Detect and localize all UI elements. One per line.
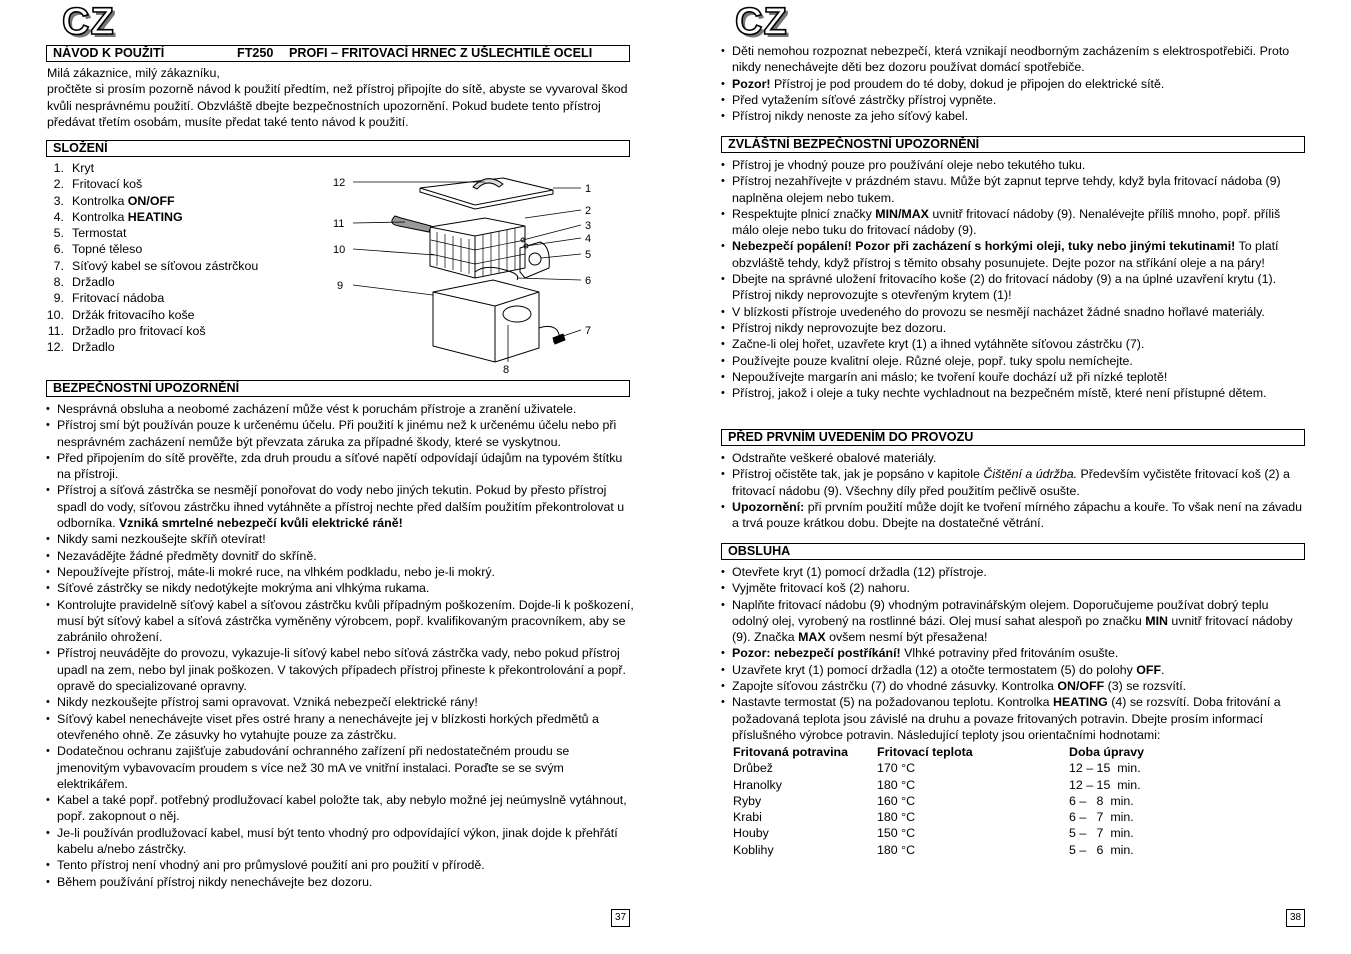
text-run: Pozor! [732, 76, 771, 91]
special-item [718, 173, 1308, 206]
special-item [718, 385, 1308, 401]
diagram-label-6: 6 [585, 275, 592, 287]
part-item [44, 160, 258, 176]
diagram-label-7: 7 [585, 325, 592, 337]
text-run: Síťové zástrčky se nikdy nedotýkejte mokrýma ani vlhkýma rukama. [57, 581, 430, 596]
table-cell: 150 °C [877, 826, 916, 841]
part-label: Termostat [72, 226, 127, 241]
table-cell: Drůbež [733, 761, 773, 776]
text-run: (4) se rozsvítí. Doba fritování a požadovaná teplota jsou závislé na druhu a povaze fritovaných potravin. Dbejte prosím informací příslušného výrobce potravin. Následující teploty jsou orientačními hodnotami: [732, 695, 1281, 742]
special-item [718, 304, 1308, 320]
table-cell: 6 – 7 min. [1069, 810, 1134, 825]
table-cell: 180 °C [877, 777, 916, 792]
text-run: Přístroj očistěte tak, jak je popsáno v kapitole [732, 467, 984, 482]
basket-mesh [437, 228, 515, 276]
special-item [718, 320, 1308, 336]
fryer-diagram [325, 160, 610, 378]
table-row [733, 760, 1179, 776]
lid-handle [473, 179, 503, 189]
operation-item [718, 580, 1308, 596]
part-item [44, 258, 258, 274]
special-item [718, 336, 1308, 352]
text-run: Nikdy sami nezkoušejte skříň otevírat! [57, 532, 266, 547]
text-run: Vzniká smrtelné nebezpečí kvůli elektrické ráně! [119, 516, 403, 531]
part-number: 3. [53, 193, 64, 208]
diagram-label-1: 1 [585, 183, 592, 195]
part-item [44, 290, 258, 306]
part-item [44, 307, 258, 323]
text-run: Nesprávná obsluha a neobomé zacházení může vést k poruchám přístroje a zranění uživatele. [57, 402, 577, 416]
warning-item [718, 76, 1308, 92]
tank-handle [503, 306, 531, 322]
text-run: Otevřete kryt (1) pomocí držadla (12) přístroje. [732, 565, 987, 579]
text-run: Je-li používán prodlužovací kabel, musí být tento vhodný pro odpovídající výkon, jinak dojde k přehřátí kabelu a/nebo zástrčky. [57, 825, 618, 857]
part-label: Topné těleso [72, 242, 143, 257]
part-item [44, 176, 258, 192]
safety-item [43, 645, 635, 694]
frying-table [733, 744, 1179, 858]
text-run: Používejte pouze kvalitní oleje. Různé oleje, popř. tuky spolu nemíchejte. [732, 353, 1133, 368]
text-run: Vyjměte fritovací koš (2) nahoru. [732, 581, 910, 596]
diagram-label-8: 8 [503, 364, 510, 376]
text-run: Zapojte síťovou zástrčku (7) do vhodné zásuvky. Kontrolka [732, 679, 1058, 694]
safety-item [43, 694, 635, 710]
text-run: MAX [798, 630, 826, 645]
greeting: Milá zákaznice, milý zákazníku, [47, 66, 220, 80]
table-row [733, 809, 1179, 825]
table-cell: 170 °C [877, 761, 916, 776]
safety-item [43, 450, 635, 483]
part-number: 8. [53, 275, 64, 290]
table-row [733, 825, 1179, 841]
part-item [44, 225, 258, 241]
safety-item [43, 417, 635, 450]
language-badge: CZ [62, 1, 115, 43]
table-cell: 180 °C [877, 842, 916, 857]
text-run: Dbejte na správné uložení fritovacího koše (2) do fritovací nádoby (9) a na úplné uzavření krytu (1). Přístroj nikdy neprovozujte s otevřeným krytem (1)! [732, 272, 1277, 303]
text-run: Především vyčistěte fritovací koš (2) a fritovací nádobu (9). Všechny díly před použitím pečlivě osušte. [732, 467, 1290, 498]
safety-item [43, 531, 635, 547]
part-number: 11. [47, 323, 64, 338]
text-run: (3) se rozsvítí. [1104, 679, 1187, 694]
safety-list [43, 401, 635, 890]
part-label: Síťový kabel se síťovou zástrčkou [72, 258, 259, 273]
text-run: Děti nemohou rozpoznat nebezpečí, která vznikají neodborným zacházením s elektrospotřebiči. Proto nikdy nenechávejte děti bez dozoru používat domácí spotřebiče. [732, 44, 1290, 75]
table-cell: 5 – 7 min. [1069, 826, 1134, 841]
safety-item [43, 564, 635, 580]
diagram-label-9: 9 [337, 280, 344, 292]
part-label: Kryt [72, 161, 95, 175]
operation-item [718, 694, 1308, 743]
safety-item [43, 857, 635, 873]
intro-paragraph: pročtěte si prosím pozorně návod k použití předtím, než přístroj připojíte do sítě, abyste se vyvaroval škod kvůli nesprávnému použití. Obzvláště dbejte bezpečnostních upozornění. Pokud budete tento přístroj předávat třetím osobám, musíte předat také tento návod k použití. [47, 82, 628, 129]
text-run: MIN/MAX [875, 206, 929, 221]
diagram-label-2: 2 [585, 205, 592, 217]
text-run: Přístroj je vhodný pouze pro používání oleje nebo tekutého tuku. [732, 158, 1086, 172]
diagram-label-5: 5 [585, 249, 592, 261]
text-run: Přístroj smí být používán pouze k určenému účelu. Při použití k jinému než k určenému účelu nebo při nesprávném zacházení nemůže být převzata záruka za případné škody, které se vyskytnou. [57, 418, 617, 449]
text-run: Dodatečnou ochranu zajišťuje zabudování ochranného zařízení při nedostatečném proudu se jmenovitým vybavovacím proudem s více než 30 mA ve vnitřní instalaci. Poraďte se se svým elektrikářem. [57, 744, 570, 791]
part-number: 7. [53, 258, 64, 273]
text-run: Před vytažením síťové zástrčky přístroj vypněte. [732, 92, 997, 107]
text-run: To platí obzvláště tehdy, když přístroj s těmito obsahy posunujete. Dejte pozor na stříkání oleje a na páry! [732, 239, 1279, 270]
safety-item [43, 874, 635, 890]
plug [553, 334, 565, 344]
manual-header [46, 45, 630, 62]
text-run: uvnitř fritovací nádoby (9). Nenalévejte příliš mnoho, popř. příliš málo oleje nebo tuku do fritovací nádoby (9). [732, 206, 1281, 238]
safety-item [43, 401, 635, 417]
tank-edges [433, 292, 539, 362]
part-item [44, 339, 258, 355]
text-run: Síťový kabel nenechávejte viset přes ostré hrany a nenechávejte jej v blízkosti horkých předmětů a otevřeného ohně. Ze zásuvky ho vytahujte pouze za zástrčku. [57, 711, 599, 742]
parts-heading: SLOŽENÍ [46, 140, 630, 157]
table-row [733, 777, 1179, 793]
table-row [733, 842, 1179, 858]
safety-item [43, 597, 635, 646]
text-run: ON/OFF [1057, 679, 1105, 694]
thermostat-knob [529, 253, 541, 265]
operation-list [718, 564, 1308, 743]
special-item [718, 238, 1308, 271]
text-run: Kontrolujte pravidelně síťový kabel a síťovou zástrčku kvůli případným poškozením. Dojde-li k poškození, musí být síťový kabel a síťová zástrčka vyměněny výrobcem, popř. kvalifikovaným pracovníkem, aby se zabránilo ohrožení. [57, 597, 634, 645]
text-run: Kabel a také popř. potřebný prodlužovací kabel položte tak, aby nebylo možné jej neúmyslně vytáhnout, popř. zakopnout o něj. [57, 793, 627, 824]
table-cell: 180 °C [877, 810, 916, 825]
table-cell: 12 – 15 min. [1069, 761, 1141, 776]
safety-item [43, 548, 635, 564]
table-cell: 160 °C [877, 793, 916, 808]
special-item [718, 206, 1308, 239]
part-label: Kontrolka [72, 209, 128, 224]
part-label: Držadlo [72, 340, 115, 355]
parts-list [44, 160, 258, 356]
table-header-row [733, 744, 1179, 760]
page-number-left: 37 [611, 909, 630, 927]
text-run: Respektujte plnicí značky [732, 206, 876, 221]
intro-text [47, 65, 632, 130]
diagram-label-3: 3 [585, 220, 592, 232]
text-run: Nepoužívejte přístroj, máte-li mokré ruce, na vlhkém podkladu, nebo je-li mokrý. [57, 564, 495, 579]
text-run: Naplňte fritovací nádobu (9) vhodným potravinářským olejem. Doporučujeme používat dobrý teplu odolný olej, vyrobený na rostlinné bázi. Olej musí sahat alespoň po značku [732, 597, 1269, 628]
part-number: 10. [46, 307, 64, 322]
special-safety-heading: ZVLÁŠTNÍ BEZPEČNOSTNÍ UPOZORNĚNÍ [721, 136, 1305, 153]
before-item [718, 499, 1308, 532]
text-run: ovšem nesmí být přesažena! [825, 630, 988, 645]
text-run: Během používání přístroj nikdy nenechávejte bez dozoru. [57, 874, 373, 889]
before-item [718, 450, 1308, 466]
text-run: Čištění a údržba. [983, 467, 1078, 482]
text-run: Nepoužívejte margarín ani máslo; ke tvoření kouře dochází už při nízké teplotě! [732, 369, 1168, 384]
part-item [44, 274, 258, 290]
text-run: V blízkosti přístroje uvedeného do provozu se nesmějí nacházet žádné snadno hořlavé materiály. [732, 304, 1265, 319]
special-safety-list [718, 157, 1308, 401]
part-label: Držák fritovacího koše [72, 307, 195, 322]
diagram-label-4: 4 [585, 233, 592, 245]
warning-item [718, 43, 1308, 76]
operation-item [718, 678, 1308, 694]
operation-item [718, 662, 1308, 678]
table-cell: Krabi [733, 810, 762, 825]
basket-outline [430, 218, 525, 278]
header-model: FT250 [237, 46, 274, 60]
page-number-right: 38 [1286, 909, 1305, 927]
part-label: Držadlo pro fritovací koš [72, 323, 206, 338]
safety-item [43, 825, 635, 858]
header-left: NÁVOD K POUŽITÍ [53, 46, 165, 60]
diagram-label-11: 11 [333, 218, 345, 230]
text-run: uvnitř fritovací nádoby (9). Značka [732, 613, 1293, 645]
special-item [718, 271, 1308, 304]
part-label: Držadlo [72, 275, 115, 290]
part-number: 4. [53, 209, 64, 224]
before-first-use-list [718, 450, 1308, 531]
text-run: Přístroj nikdy neprovozujte bez dozoru. [732, 320, 947, 335]
text-run: . [1161, 662, 1165, 677]
warning-item [718, 108, 1308, 124]
table-cell: 6 – 8 min. [1069, 793, 1134, 808]
text-run: při prvním použití může dojít ke tvoření mírného zápachu a kouře. To však není na závadu a trvá pouze krátkou dobu. Dbejte na dostatečné větrání. [732, 499, 1303, 531]
table-header: Fritovací teplota [877, 745, 973, 759]
text-run: OFF [1136, 662, 1162, 677]
basket-handle [392, 216, 431, 232]
operation-heading: OBSLUHA [721, 543, 1305, 560]
table-cell: Koblihy [733, 842, 774, 857]
table-cell: Hranolky [733, 777, 782, 792]
part-label: Fritovací nádoba [72, 291, 165, 306]
top-warnings-list [718, 43, 1308, 124]
safety-heading: BEZPEČNOSTNÍ UPOZORNĚNÍ [46, 380, 630, 397]
part-item [44, 323, 258, 339]
part-item [44, 241, 258, 257]
page-right [675, 0, 1351, 954]
page-left [0, 0, 675, 954]
text-run: Před připojením do sítě prověřte, zda druh proudu a síťové napětí odpovídají údajům na typovém štítku na přístroji. [57, 450, 623, 482]
part-number: 12. [46, 340, 64, 355]
text-run: Nebezpečí popálení! Pozor při zacházení s horkými oleji, tuky nebo jinými tekutinami! [732, 239, 1236, 254]
table-cell: 12 – 15 min. [1069, 777, 1141, 792]
part-number: 9. [53, 291, 64, 306]
safety-item [43, 743, 635, 792]
warning-item [718, 92, 1308, 108]
part-item [44, 209, 258, 225]
safety-item [43, 482, 635, 531]
diagram-label-12: 12 [333, 177, 346, 189]
text-run: Uzavřete kryt (1) pomocí držadla (12) a otočte termostatem (5) do polohy [732, 662, 1137, 677]
before-first-use-heading: PŘED PRVNÍM UVEDENÍM DO PROVOZU [721, 429, 1305, 446]
text-run: Pozor: nebezpečí postříkání! [732, 646, 901, 661]
special-item [718, 157, 1308, 173]
part-label-bold: ON/OFF [127, 193, 175, 208]
header-title: PROFI – FRITOVACÍ HRNEC Z UŠLECHTILÉ OCELI [289, 46, 593, 60]
table-row [733, 793, 1179, 809]
safety-item [43, 711, 635, 744]
text-run: Začne-li olej hořet, uzavřete kryt (1) a ihned vytáhněte síťovou zástrčku (7). [732, 337, 1145, 352]
text-run: Přístroj, jakož i oleje a tuky nechte vychladnout na bezpečném místě, které není přístupné dětem. [732, 386, 1267, 401]
part-number: 2. [53, 177, 64, 192]
before-item [718, 466, 1308, 499]
text-run: MIN [1145, 613, 1168, 628]
text-run: Přístroj a síťová zástrčka se nesmějí ponořovat do vody nebo jiných tekutin. Pokud by přesto přístroj spadl do vody, síťovou zástrčku ihned vytáhněte a přístroj nechte před dalším použitím překontrolovat u odborníka. [57, 483, 625, 531]
text-run: Nezavádějte žádné předměty dovnitř do skříně. [57, 548, 317, 563]
text-run: HEATING [1052, 695, 1108, 710]
lid-edge [420, 188, 553, 209]
special-item [718, 353, 1308, 369]
text-run: Upozornění: [732, 499, 805, 514]
text-run: Vlhké potraviny před fritováním osušte. [900, 646, 1119, 661]
safety-item [43, 580, 635, 596]
table-cell: 5 – 6 min. [1069, 842, 1134, 857]
table-header: Fritovaná potravina [733, 745, 848, 759]
leader-lines [353, 182, 581, 362]
text-run: Přístroj neuvádějte do provozu, vykazuje-li síťový kabel nebo síťová zástrčka vady, nebo pokud přístroj upadl na zem, nebo byl jinak poškozen. V takových případech přístroj přineste k překontrolování a popř. opravě do specializované opravny. [57, 646, 626, 694]
text-run: Přístroj nikdy nenoste za jeho síťový kabel. [732, 109, 969, 124]
text-run: Přístroj je pod proudem do té doby, dokud je připojen do elektrické sítě. [770, 76, 1165, 91]
diagram-label-10: 10 [333, 244, 346, 256]
operation-item [718, 597, 1308, 646]
special-item [718, 369, 1308, 385]
operation-item [718, 564, 1308, 580]
table-cell: Ryby [733, 793, 762, 808]
safety-item [43, 792, 635, 825]
text-run: Přístroj nezahřívejte v prázdném stavu. Může být zapnut teprve tehdy, když byla fritovací nádoba (9) naplněna olejem nebo tukem. [732, 174, 1281, 205]
operation-item [718, 645, 1308, 661]
text-run: Tento přístroj není vhodný ani pro průmyslové použití ani pro použití v přírodě. [57, 858, 485, 873]
language-badge-right: CZ [735, 1, 788, 43]
part-item [44, 193, 258, 209]
text-run: Odstraňte veškeré obalové materiály. [732, 451, 937, 465]
part-number: 1. [53, 161, 64, 175]
text-run: Nikdy nezkoušejte přístroj sami opravovat. Vzniká nebezpečí elektrické rány! [57, 695, 478, 710]
part-number: 5. [53, 226, 64, 241]
table-cell: Houby [733, 826, 769, 841]
text-run: Nastavte termostat (5) na požadovanou teplotu. Kontrolka [732, 695, 1053, 710]
part-label: Fritovací koš [72, 177, 143, 192]
part-label-bold: HEATING [127, 209, 183, 224]
table-header: Doba úpravy [1069, 745, 1145, 759]
part-label: Kontrolka [72, 193, 128, 208]
part-number: 6. [53, 242, 64, 257]
